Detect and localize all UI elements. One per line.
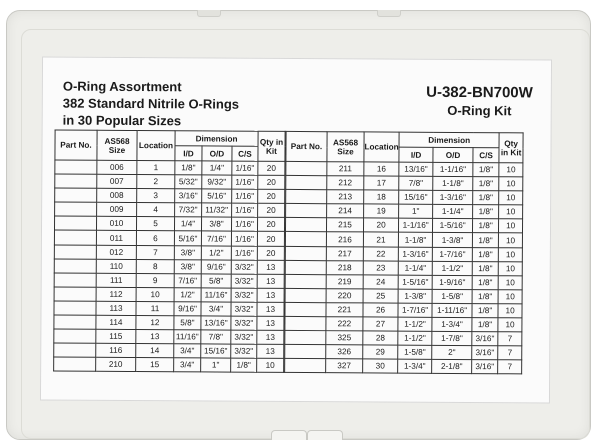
as568-size-cell: 216 <box>326 232 363 246</box>
qty-cell: 20 <box>258 204 285 218</box>
id-cell: 1-3/8" <box>398 289 432 303</box>
table-row <box>285 246 522 262</box>
location-cell: 8 <box>136 259 174 273</box>
cs-cell: 1/16" <box>231 246 257 260</box>
od-cell: 7/16" <box>201 231 231 245</box>
part-number-cell <box>285 331 326 345</box>
case-latch[interactable] <box>307 430 343 440</box>
part-number-cell <box>54 287 96 301</box>
qty-cell: 10 <box>498 290 522 304</box>
header-qty-in-kit: Qty in Kit <box>258 131 285 161</box>
as568-size-cell: 219 <box>326 274 363 288</box>
description-line-3: in 30 Popular Sizes <box>62 112 182 129</box>
as568-size-cell: 113 <box>96 301 136 315</box>
location-cell: 11 <box>136 301 174 315</box>
location-cell: 28 <box>363 331 398 345</box>
qty-cell: 13 <box>257 316 284 330</box>
table-row <box>54 273 284 288</box>
as568-size-cell: 326 <box>326 345 363 359</box>
cs-cell: 3/16" <box>472 332 498 346</box>
qty-cell: 10 <box>498 247 522 261</box>
kit-label <box>40 56 552 403</box>
as568-size-cell: 221 <box>326 303 363 317</box>
as568-size-cell: 213 <box>327 190 364 204</box>
table-row <box>54 216 284 231</box>
od-cell: 2" <box>432 346 472 360</box>
part-number-cell <box>285 288 326 302</box>
as568-size-cell: 212 <box>327 176 364 190</box>
od-cell: 2-1/8" <box>432 360 472 374</box>
part-number-cell <box>54 245 96 259</box>
location-cell: 23 <box>363 261 398 275</box>
location-cell: 21 <box>363 232 398 246</box>
cs-cell: 1/8" <box>472 304 498 318</box>
table-row <box>285 218 522 234</box>
header-od: O/D <box>202 146 232 161</box>
header-as568-size: AS568 Size <box>97 130 137 160</box>
table-row <box>285 345 522 361</box>
part-number-cell <box>285 246 326 260</box>
od-cell: 9/32" <box>202 175 232 189</box>
header-location: Location <box>137 131 175 161</box>
as568-size-cell: 220 <box>326 289 363 303</box>
od-cell: 1/4" <box>202 161 232 175</box>
od-cell: 7/8" <box>201 330 231 344</box>
table-row <box>285 260 522 276</box>
cs-cell: 1/16" <box>232 161 258 175</box>
table-row <box>54 357 284 372</box>
id-cell: 7/16" <box>174 274 201 288</box>
header-id: I/D <box>175 146 202 161</box>
id-cell: 3/8" <box>174 259 201 273</box>
id-cell: 1-1/4" <box>398 261 432 275</box>
part-number-cell <box>285 345 326 359</box>
od-cell: 1-3/8" <box>433 233 473 247</box>
table-row <box>285 274 522 290</box>
table-row <box>54 301 284 316</box>
cs-cell: 3/16" <box>472 346 498 360</box>
qty-cell: 13 <box>257 330 284 344</box>
id-cell: 1-1/2" <box>398 331 432 345</box>
part-number-cell <box>285 218 326 232</box>
as568-size-cell: 114 <box>96 315 136 329</box>
od-cell: 5/8" <box>201 274 231 288</box>
od-cell: 1-1/4" <box>433 205 473 219</box>
case-hinge <box>377 10 401 17</box>
qty-cell: 13 <box>257 260 284 274</box>
part-number-cell <box>285 302 326 316</box>
part-number-cell <box>55 188 97 202</box>
cs-cell: 1/8" <box>472 275 498 289</box>
as568-size-cell: 009 <box>97 203 137 217</box>
location-cell: 29 <box>363 345 398 359</box>
cs-cell: 1/16" <box>232 175 258 189</box>
location-cell: 30 <box>363 359 398 373</box>
kit-identifier <box>426 84 533 120</box>
id-cell: 5/8" <box>174 316 201 330</box>
header-qty-in-kit: Qty in Kit <box>499 133 523 163</box>
location-cell: 13 <box>136 330 174 344</box>
cs-cell: 3/32" <box>231 302 257 316</box>
id-cell: 1/8" <box>175 161 202 175</box>
od-cell: 1/2" <box>201 245 231 259</box>
cs-cell: 1/8" <box>472 247 498 261</box>
id-cell: 1-5/16" <box>398 275 432 289</box>
part-number-cell <box>54 230 96 244</box>
part-number-cell <box>285 274 326 288</box>
as568-size-cell: 110 <box>96 259 136 273</box>
part-number-cell <box>54 315 96 329</box>
od-cell: 11/32" <box>202 203 232 217</box>
qty-cell: 10 <box>499 233 523 247</box>
cs-cell: 3/32" <box>231 288 257 302</box>
case-hinge <box>197 10 221 17</box>
as568-size-cell: 210 <box>96 358 136 372</box>
qty-cell: 7 <box>498 360 522 374</box>
id-cell: 1-1/2" <box>398 317 432 331</box>
id-cell: 1-1/8" <box>399 233 433 247</box>
table-row <box>285 359 522 375</box>
kit-description <box>63 78 240 130</box>
part-number-cell <box>285 260 326 274</box>
location-cell: 2 <box>137 175 175 189</box>
qty-cell: 20 <box>257 232 284 246</box>
part-number-cell <box>54 273 96 287</box>
kit-part-number: U-382-BN700W <box>426 83 533 102</box>
part-number-cell <box>55 160 97 174</box>
location-cell: 12 <box>136 316 174 330</box>
as568-size-cell: 116 <box>96 343 136 357</box>
location-cell: 10 <box>136 287 174 301</box>
part-number-cell <box>286 190 327 204</box>
case-latch[interactable] <box>271 430 307 440</box>
qty-cell: 20 <box>258 175 285 189</box>
od-cell: 1-1/2" <box>432 261 472 275</box>
location-cell: 4 <box>137 203 175 217</box>
header-as568-size: AS568 Size <box>327 132 364 162</box>
id-cell: 9/16" <box>174 302 201 316</box>
qty-cell: 13 <box>257 288 284 302</box>
header-part-no: Part No. <box>286 131 327 161</box>
location-cell: 3 <box>137 189 175 203</box>
qty-cell: 10 <box>499 191 523 205</box>
location-cell: 9 <box>136 273 174 287</box>
qty-cell: 10 <box>257 359 284 373</box>
size-tables <box>53 130 524 375</box>
header-part-no: Part No. <box>55 130 97 160</box>
qty-cell: 10 <box>499 205 523 219</box>
od-cell: 9/16" <box>201 260 231 274</box>
part-number-cell <box>285 316 326 330</box>
table-row <box>286 161 523 177</box>
cs-cell: 1/16" <box>232 203 258 217</box>
header-cs: C/S <box>232 146 258 161</box>
location-cell: 15 <box>136 358 174 372</box>
header-dimension: Dimension <box>175 131 258 147</box>
table-row <box>285 232 522 248</box>
table-row <box>54 343 284 358</box>
id-cell: 7/8" <box>399 176 433 190</box>
table-row <box>54 329 284 344</box>
part-number-cell <box>286 176 327 190</box>
cs-cell: 3/32" <box>231 330 257 344</box>
part-number-cell <box>54 259 96 273</box>
id-cell: 1-3/4" <box>398 359 432 373</box>
od-cell: 1-7/16" <box>432 247 472 261</box>
as568-size-cell: 211 <box>327 162 364 176</box>
header-cs: C/S <box>473 148 499 163</box>
id-cell: 1/2" <box>174 288 201 302</box>
od-cell: 1-3/4" <box>432 317 472 331</box>
od-cell: 1" <box>201 358 231 372</box>
id-cell: 1-1/16" <box>399 219 433 233</box>
as568-size-cell: 214 <box>327 204 364 218</box>
location-cell: 1 <box>137 161 175 175</box>
as568-size-cell: 218 <box>326 260 363 274</box>
as568-size-cell: 006 <box>97 160 137 174</box>
size-table-right <box>284 131 524 375</box>
id-cell: 5/32" <box>175 175 202 189</box>
table-row <box>286 204 523 220</box>
id-cell: 3/4" <box>174 358 201 372</box>
cs-cell: 3/32" <box>231 260 257 274</box>
as568-size-cell: 115 <box>96 329 136 343</box>
cs-cell: 1/8" <box>472 261 498 275</box>
location-cell: 7 <box>136 245 174 259</box>
part-number-cell <box>285 359 326 373</box>
header-dimension: Dimension <box>399 132 499 148</box>
od-cell: 1-11/16" <box>432 303 472 317</box>
location-cell: 17 <box>364 176 399 190</box>
as568-size-cell: 217 <box>326 246 363 260</box>
id-cell: 3/4" <box>174 344 201 358</box>
location-cell: 14 <box>136 344 174 358</box>
qty-cell: 7 <box>498 346 522 360</box>
cs-cell: 1/8" <box>231 358 257 372</box>
header-id: I/D <box>399 147 433 162</box>
part-number-cell <box>286 161 327 175</box>
table-row <box>285 331 522 347</box>
location-cell: 22 <box>363 246 398 260</box>
table-row <box>55 202 285 217</box>
table-row <box>285 316 522 332</box>
od-cell: 1-9/16" <box>432 275 472 289</box>
od-cell: 1-5/8" <box>432 289 472 303</box>
as568-size-cell: 215 <box>326 218 363 232</box>
table-row <box>285 288 522 304</box>
as568-size-cell: 112 <box>96 287 136 301</box>
cs-cell: 1/16" <box>232 189 258 203</box>
cs-cell: 1/8" <box>473 163 499 177</box>
id-cell: 15/16" <box>399 190 433 204</box>
part-number-cell <box>54 343 96 357</box>
as568-size-cell: 325 <box>326 331 363 345</box>
od-cell: 1-3/16" <box>433 191 473 205</box>
cs-cell: 1/8" <box>473 219 499 233</box>
location-cell: 24 <box>363 275 398 289</box>
od-cell: 5/16" <box>202 189 232 203</box>
id-cell: 1" <box>399 204 433 218</box>
od-cell: 1-1/8" <box>433 176 473 190</box>
qty-cell: 13 <box>257 274 284 288</box>
size-table-left <box>53 130 285 374</box>
table-row <box>286 190 523 206</box>
table-row <box>54 230 284 245</box>
cs-cell: 3/32" <box>231 274 257 288</box>
qty-cell: 20 <box>258 189 285 203</box>
description-line-2: 382 Standard Nitrile O-Rings <box>62 95 240 112</box>
part-number-cell <box>54 216 96 230</box>
part-number-cell <box>54 301 96 315</box>
qty-cell: 7 <box>498 332 522 346</box>
od-cell: 3/8" <box>201 217 231 231</box>
qty-cell: 10 <box>499 163 523 177</box>
cs-cell: 1/16" <box>231 217 257 231</box>
qty-cell: 10 <box>498 261 522 275</box>
table-row <box>55 174 285 189</box>
header-location: Location <box>364 132 399 162</box>
location-cell: 25 <box>363 289 398 303</box>
part-number-cell <box>286 204 327 218</box>
header-od: O/D <box>433 147 473 162</box>
od-cell: 1-5/16" <box>433 219 473 233</box>
id-cell: 1-7/16" <box>398 303 432 317</box>
table-row <box>54 287 284 302</box>
cs-cell: 3/32" <box>231 344 257 358</box>
location-cell: 6 <box>136 231 174 245</box>
qty-cell: 13 <box>257 302 284 316</box>
qty-cell: 20 <box>258 161 285 175</box>
cs-cell: 1/8" <box>473 233 499 247</box>
id-cell: 1-3/16" <box>398 247 432 261</box>
cs-cell: 3/16" <box>472 360 498 374</box>
id-cell: 5/16" <box>174 231 201 245</box>
cs-cell: 1/8" <box>472 318 498 332</box>
qty-cell: 20 <box>257 246 284 260</box>
od-cell: 15/16" <box>201 344 231 358</box>
table-row <box>55 188 285 203</box>
od-cell: 3/4" <box>201 302 231 316</box>
cs-cell: 1/8" <box>473 191 499 205</box>
part-number-cell <box>54 357 96 371</box>
qty-cell: 10 <box>498 318 522 332</box>
table-row <box>54 315 284 330</box>
part-number-cell <box>285 232 326 246</box>
qty-cell: 13 <box>257 344 284 358</box>
id-cell: 13/16" <box>399 162 433 176</box>
location-cell: 20 <box>363 218 398 232</box>
location-cell: 5 <box>136 217 174 231</box>
qty-cell: 10 <box>498 304 522 318</box>
as568-size-cell: 008 <box>97 188 137 202</box>
cs-cell: 1/8" <box>473 205 499 219</box>
description-line-1: O-Ring Assortment <box>62 78 182 95</box>
part-number-cell <box>54 329 96 343</box>
location-cell: 27 <box>363 317 398 331</box>
id-cell: 1/4" <box>174 217 201 231</box>
cs-cell: 1/16" <box>231 232 257 246</box>
location-cell: 26 <box>363 303 398 317</box>
cs-cell: 1/8" <box>473 177 499 191</box>
id-cell: 11/16" <box>174 330 201 344</box>
table-row <box>285 302 522 318</box>
od-cell: 1-1/16" <box>433 162 473 176</box>
location-cell: 18 <box>364 190 399 204</box>
id-cell: 3/8" <box>174 245 201 259</box>
table-row <box>54 245 284 260</box>
qty-cell: 20 <box>257 218 284 232</box>
as568-size-cell: 327 <box>326 359 363 373</box>
part-number-cell <box>55 202 97 216</box>
as568-size-cell: 010 <box>96 217 136 231</box>
part-number-cell <box>55 174 97 188</box>
od-cell: 13/16" <box>201 316 231 330</box>
as568-size-cell: 111 <box>96 273 136 287</box>
cs-cell: 3/32" <box>231 316 257 330</box>
qty-cell: 10 <box>498 275 522 289</box>
qty-cell: 10 <box>499 219 523 233</box>
id-cell: 7/32" <box>175 203 202 217</box>
location-cell: 19 <box>364 204 399 218</box>
qty-cell: 10 <box>499 177 523 191</box>
as568-size-cell: 011 <box>96 231 136 245</box>
id-cell: 3/16" <box>175 189 202 203</box>
id-cell: 1-5/8" <box>398 345 432 359</box>
kit-name: O-Ring Kit <box>447 102 512 119</box>
as568-size-cell: 222 <box>326 317 363 331</box>
table-row <box>54 259 284 274</box>
od-cell: 11/16" <box>201 288 231 302</box>
as568-size-cell: 012 <box>96 245 136 259</box>
cs-cell: 1/8" <box>472 289 498 303</box>
table-row <box>286 176 523 192</box>
od-cell: 1-7/8" <box>432 331 472 345</box>
as568-size-cell: 007 <box>97 174 137 188</box>
table-row <box>55 160 285 175</box>
location-cell: 16 <box>364 162 399 176</box>
